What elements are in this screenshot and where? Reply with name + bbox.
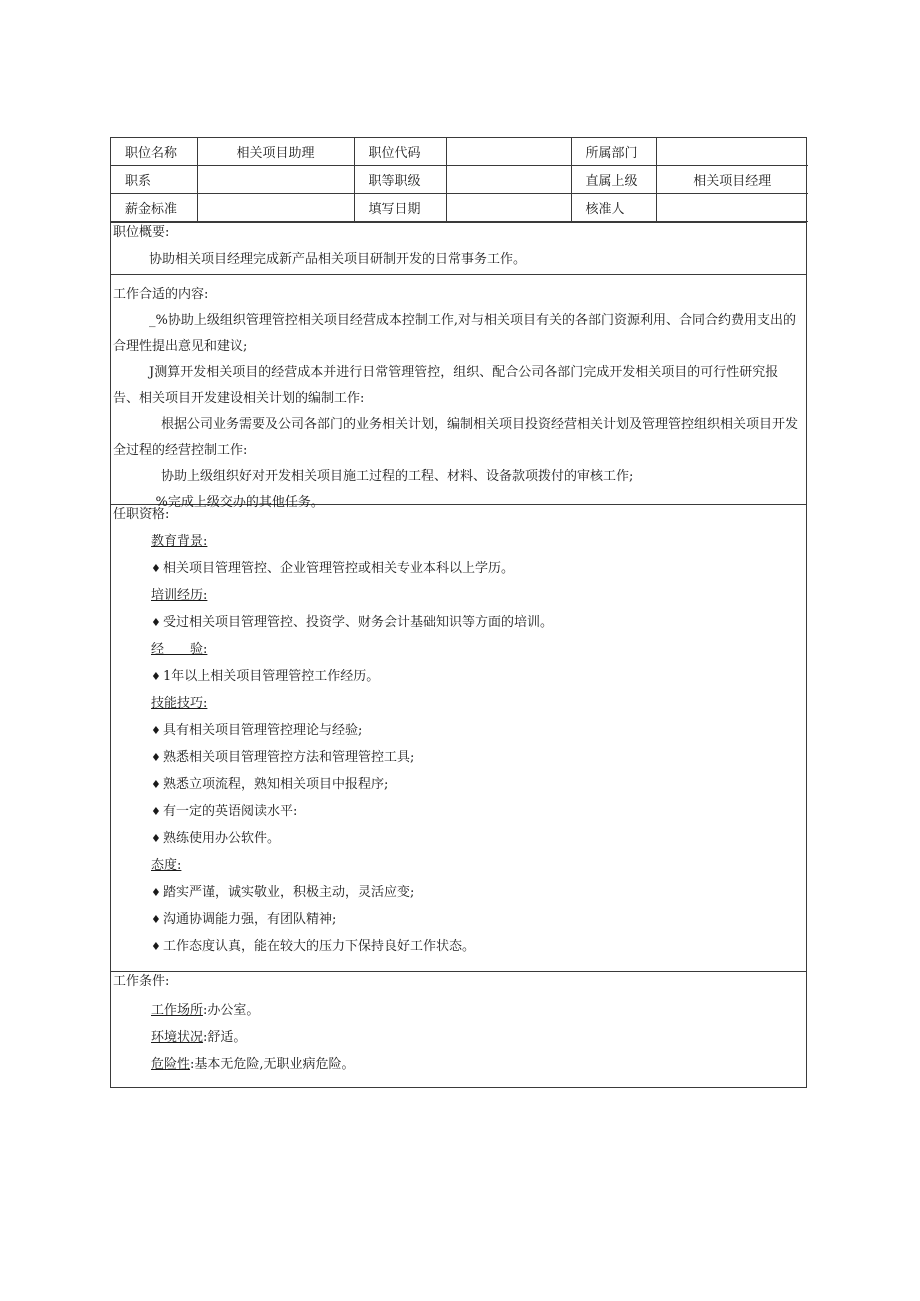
header-table	[111, 138, 808, 222]
label-job-family: 职系	[111, 166, 197, 194]
diamond-bullet-icon: ♦	[151, 832, 161, 845]
list-item	[113, 555, 806, 582]
attitude-item: 沟通协调能力强，有团队精神;	[163, 912, 337, 927]
skill-item: 熟练使用办公软件。	[163, 831, 281, 846]
skills-label: 技能技巧:	[151, 696, 208, 711]
value-job-family	[197, 166, 354, 194]
list-item	[113, 825, 806, 852]
diamond-bullet-icon: ♦	[151, 913, 161, 926]
attitude-item: 踏实严谨，诚实敬业，积极主动，灵活应变;	[163, 885, 415, 900]
diamond-bullet-icon: ♦	[151, 805, 161, 818]
list-item	[113, 933, 806, 960]
list-item	[113, 798, 806, 825]
environment-value: :舒适。	[203, 1030, 247, 1045]
duty-item: J测算开发相关项目的经营成本并进行日常管理管控，组织、配合公司各部门完成开发相关项目的可行性研究报告、相关项目开发建设相关计划的编制工作:	[113, 365, 779, 406]
skills-heading	[113, 690, 806, 717]
header-row	[111, 138, 808, 166]
label-grade: 职等职级	[354, 166, 446, 194]
label-fill-date: 填写日期	[354, 194, 446, 222]
duty-item: 协助上级组织好对开发相关项目施工过程的工程、材料、设备款项拨付的审核工作;	[161, 469, 634, 484]
diamond-bullet-icon: ♦	[151, 724, 161, 737]
conditions-title: 工作条件:	[113, 974, 170, 989]
workplace-label: 工作场所	[151, 1003, 204, 1018]
label-supervisor: 直属上级	[571, 166, 656, 194]
workplace-value: :办公室。	[203, 1003, 260, 1018]
list-item	[113, 906, 806, 933]
diamond-bullet-icon: ♦	[151, 616, 161, 629]
list-item	[113, 879, 806, 906]
value-approver	[656, 194, 808, 222]
value-grade	[446, 166, 571, 194]
header-row	[111, 166, 808, 194]
diamond-bullet-icon: ♦	[151, 670, 161, 683]
overview-text: 协助相关项目经理完成新产品相关项目研制开发的日常事务工作。	[149, 252, 527, 267]
diamond-bullet-icon: ♦	[151, 751, 161, 764]
diamond-bullet-icon: ♦	[151, 562, 161, 575]
experience-heading	[113, 636, 806, 663]
condition-row	[113, 997, 806, 1024]
skill-item: 熟悉相关项目管理管控方法和管理管控工具;	[163, 750, 415, 765]
skill-item: 具有相关项目管理管控理论与经验;	[163, 723, 363, 738]
list-item	[113, 744, 806, 771]
skill-item: 熟悉立项流程，熟知相关项目中报程序;	[163, 777, 389, 792]
training-item: 受过相关项目管理管控、投资学、财务会计基础知识等方面的培训。	[163, 615, 554, 630]
education-label: 教育背景:	[151, 534, 208, 549]
value-position-name: 相关项目助理	[197, 138, 354, 166]
risk-value: :基本无危险,无职业病危险。	[190, 1057, 355, 1072]
list-item	[113, 717, 806, 744]
overview-section	[111, 222, 806, 274]
environment-label: 环境状况	[151, 1030, 204, 1045]
risk-label: 危险性	[151, 1057, 191, 1072]
duties-section	[111, 274, 806, 510]
education-heading	[113, 528, 806, 555]
label-approver: 核准人	[571, 194, 656, 222]
label-salary: 薪金标准	[111, 194, 197, 222]
duty-item: _%完成上级交办的其他任务。	[149, 495, 324, 510]
value-fill-date	[446, 194, 571, 222]
list-item	[113, 663, 806, 690]
duty-item: 根据公司业务需要及公司各部门的业务相关计划，编制相关项目投资经营相关计划及管理管控组织相关项目开发全过程的经营控制工作:	[113, 417, 799, 458]
skill-item: 有一定的英语阅读水平:	[163, 804, 298, 819]
list-item	[113, 609, 806, 636]
education-item: 相关项目管理管控、企业管理管控或相关专业本科以上学历。	[163, 561, 515, 576]
attitude-label: 态度:	[151, 858, 182, 873]
value-department	[656, 138, 808, 166]
header-row	[111, 194, 808, 222]
attitude-item: 工作态度认真，能在较大的压力下保持良好工作状态。	[163, 939, 476, 954]
diamond-bullet-icon: ♦	[151, 778, 161, 791]
experience-label: 经 验:	[151, 642, 208, 657]
conditions-section	[111, 971, 806, 1087]
value-position-code	[446, 138, 571, 166]
experience-item: 1年以上相关项目管理管控工作经历。	[163, 669, 380, 684]
condition-row	[113, 1051, 806, 1078]
list-item	[113, 771, 806, 798]
job-description-form	[110, 137, 807, 1088]
value-salary	[197, 194, 354, 222]
training-heading	[113, 582, 806, 609]
label-position-code: 职位代码	[354, 138, 446, 166]
duty-item: _%协助上级组织管理管控相关项目经营成本控制工作,对与相关项目有关的各部门资源利用、合同合约费用支出的合理性提出意见和建议;	[113, 313, 796, 354]
label-department: 所属部门	[571, 138, 656, 166]
diamond-bullet-icon: ♦	[151, 886, 161, 899]
label-position-name: 职位名称	[111, 138, 197, 166]
value-supervisor: 相关项目经理	[656, 166, 808, 194]
attitude-heading	[113, 852, 806, 879]
overview-title: 职位概要:	[113, 225, 170, 240]
training-label: 培训经历:	[151, 588, 208, 603]
diamond-bullet-icon: ♦	[151, 940, 161, 953]
condition-row	[113, 1024, 806, 1051]
qualifications-section	[111, 504, 806, 971]
duties-title: 工作合适的内容:	[113, 287, 209, 302]
qualifications-title: 任职资格:	[113, 507, 170, 522]
